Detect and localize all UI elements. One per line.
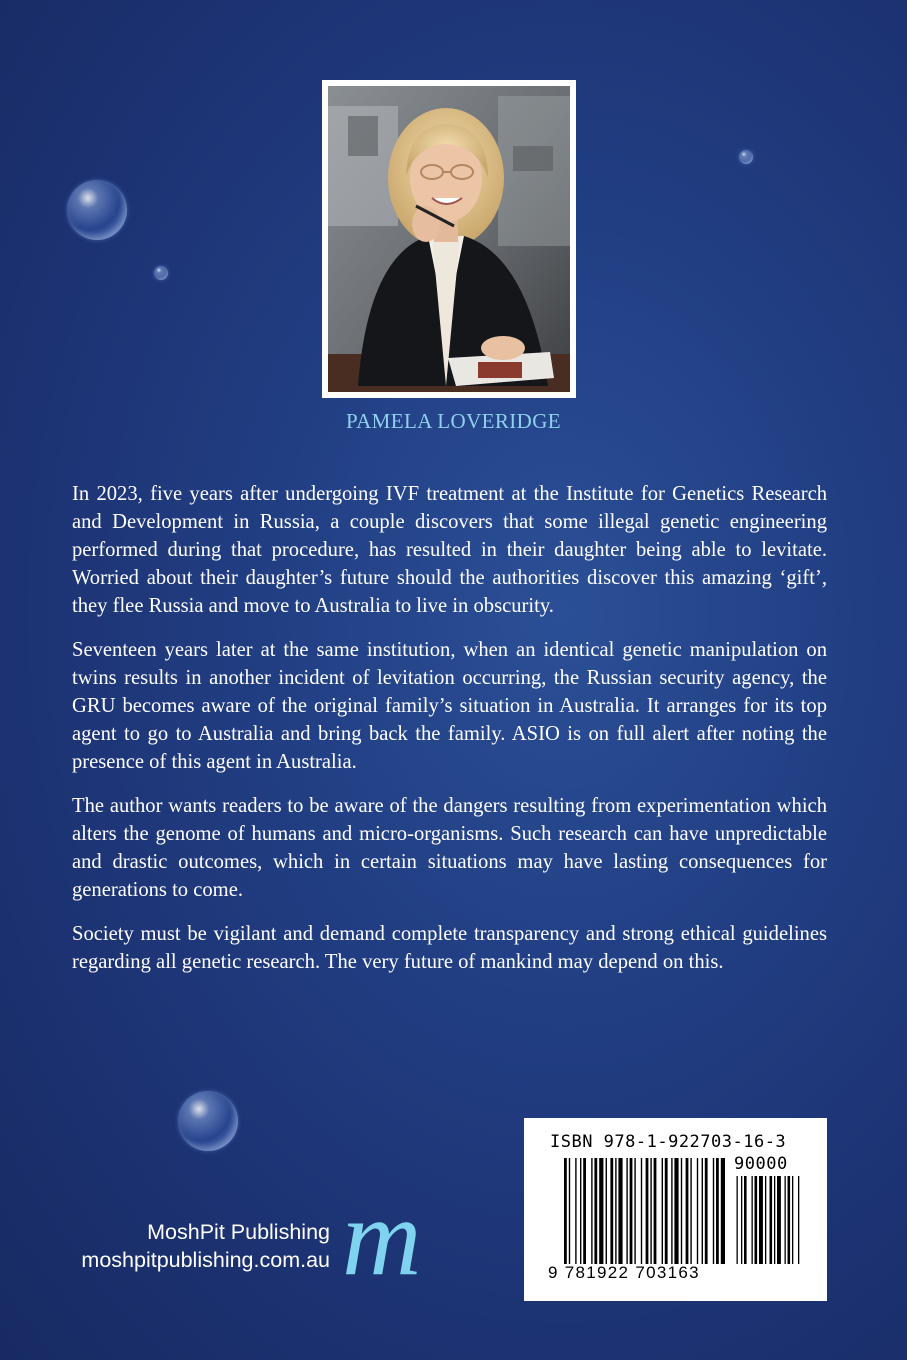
price-addon: 90000 xyxy=(734,1154,788,1174)
barcode-bar xyxy=(591,1158,592,1264)
blurb-paragraph: Society must be vigilant and demand complete transparency and strong ethical guidelines regarding all genetic research. The very future of mankind may depend on this. xyxy=(72,923,827,973)
barcode-bar xyxy=(641,1158,642,1264)
bubble-decoration xyxy=(67,180,127,240)
barcode-bar xyxy=(618,1158,622,1264)
barcode-addon-bar xyxy=(785,1176,786,1264)
barcode-addon-bar xyxy=(755,1176,758,1264)
barcode-bar xyxy=(671,1158,672,1264)
barcode-bar xyxy=(583,1158,586,1264)
author-photo xyxy=(322,80,576,398)
barcode-bar xyxy=(634,1158,635,1264)
barcode-bar xyxy=(662,1158,663,1264)
barcode-bar xyxy=(606,1158,607,1264)
barcode-bar xyxy=(690,1158,691,1264)
barcode-bar xyxy=(615,1158,616,1264)
barcode-bar xyxy=(721,1158,725,1264)
barcode-addon-bar xyxy=(798,1176,799,1264)
barcode-bar xyxy=(702,1158,703,1264)
barcode-bar xyxy=(716,1158,719,1264)
barcode-bar xyxy=(654,1158,657,1264)
barcode-bar xyxy=(564,1158,567,1264)
barcode-bar xyxy=(575,1158,576,1264)
barcode-addon-bar xyxy=(765,1176,766,1264)
barcode-bar xyxy=(650,1158,651,1264)
barcode-bar xyxy=(610,1158,613,1264)
author-portrait-image xyxy=(328,86,570,392)
blurb-paragraph: Seventeen years later at the same institution, when an identical genetic manipulation on twins results in another incident of levitation occurring, the Russian security agency, the GRU becomes aware of the original family’s situation in Australia. It arranges for its top agent to go to Australia and bring back the family. ASIO is on full alert after noting the presence of this agent in Australia. xyxy=(72,639,827,773)
barcode-bar xyxy=(665,1158,668,1264)
author-name: PAMELA LOVERIDGE xyxy=(345,409,562,433)
barcode-addon-bar xyxy=(774,1176,775,1264)
barcode-addon-bar xyxy=(752,1176,753,1264)
barcode-bar xyxy=(569,1158,570,1264)
publisher-logo xyxy=(340,1196,460,1296)
barcode-bar xyxy=(580,1158,581,1264)
barcode-addon-bar xyxy=(737,1176,738,1264)
barcode-addon-bar xyxy=(777,1176,781,1264)
publisher-info xyxy=(40,1218,330,1274)
barcode-bar xyxy=(594,1158,597,1264)
barcode-bars xyxy=(564,1158,804,1266)
publisher-logo-letter: m xyxy=(342,1196,422,1296)
barcode-bar xyxy=(713,1158,714,1264)
barcode-addon-bar xyxy=(744,1176,747,1264)
barcode-bar xyxy=(626,1158,627,1264)
barcode-bar xyxy=(599,1158,603,1264)
barcode-addon-bar xyxy=(788,1176,791,1264)
ean-digits: 9 781922 703163 xyxy=(548,1263,700,1282)
publisher-website[interactable]: moshpitpublishing.com.au xyxy=(81,1248,330,1272)
isbn-number: ISBN 978-1-922703-16-3 xyxy=(550,1132,787,1152)
bubble-decoration xyxy=(178,1091,238,1151)
barcode-bar xyxy=(697,1158,698,1264)
blurb-paragraph: In 2023, five years after undergoing IVF treatment at the Institute for Genetics Research and Development in Russia, a couple discovers that some illegal genetic engineering performed during that procedure, has resulted in their daughter being able to levitate. Worried about their daughter’s future should the authorities discover this amazing ‘gift’, they flee Russia and move to Australia to live in obscurity. xyxy=(72,483,827,617)
book-blurb xyxy=(72,480,827,992)
barcode-addon-bar xyxy=(759,1176,763,1264)
barcode-bar xyxy=(630,1158,633,1264)
barcode-bar xyxy=(674,1158,678,1264)
bubble-decoration xyxy=(739,150,753,164)
bubble-decoration xyxy=(154,266,168,280)
blurb-paragraph: The author wants readers to be aware of the dangers resulting from experimentation which alters the genome of humans and micro-organisms. Such research can have unpredictable and drastic outcomes, which in certain situations may have lasting consequences for generations to come. xyxy=(72,795,827,901)
isbn-barcode xyxy=(524,1118,827,1301)
barcode-addon-bar xyxy=(792,1176,793,1264)
barcode-bar xyxy=(681,1158,682,1264)
barcode-addon-bar xyxy=(770,1176,773,1264)
barcode-bar xyxy=(646,1158,649,1264)
publisher-name: MoshPit Publishing xyxy=(147,1220,330,1244)
barcode-addon-bar xyxy=(741,1176,742,1264)
barcode-bar xyxy=(686,1158,689,1264)
barcode-bar xyxy=(705,1158,708,1264)
